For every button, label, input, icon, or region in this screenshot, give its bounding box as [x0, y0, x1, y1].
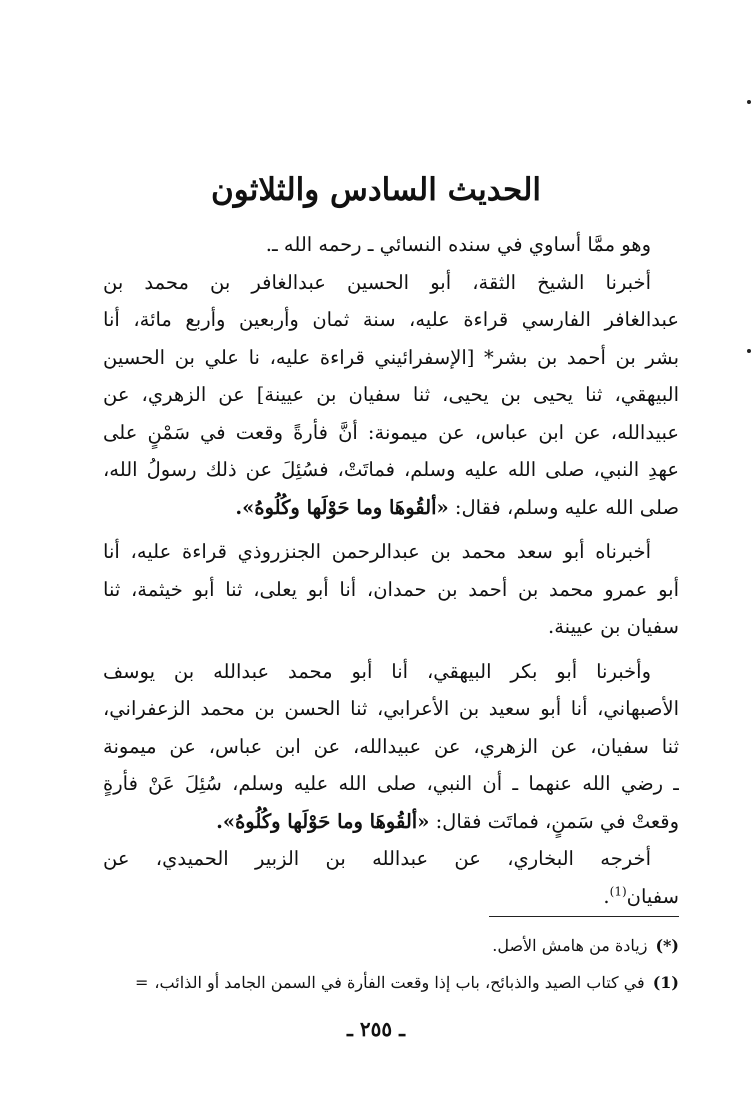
text-line: عبدالغافر الفارسي قراءة عليه، سنة ثمان وأربعين وأربع مائة، أنا	[103, 308, 679, 331]
text-segment: صلى الله عليه وسلم، فقال:	[454, 495, 679, 519]
text-segment: سفيان	[626, 884, 679, 908]
text-line	[103, 878, 679, 916]
text-line: وهو ممَّا أساوي في سنده النسائي ـ رحمه الله ـ.	[265, 233, 651, 256]
chapter-title: الحديث السادس والثلاثون	[210, 172, 542, 208]
text-line	[103, 489, 679, 527]
paragraph	[103, 840, 679, 915]
page-number: ـ ٢٥٥ ـ	[347, 1017, 405, 1041]
paragraph	[103, 533, 679, 646]
paragraph	[103, 264, 679, 527]
hadith-quote: «ألقُوهَا وما حَوْلَها وكُلُوهُ».	[235, 495, 449, 519]
hadith-quote: «ألقُوهَا وما حَوْلَها وكُلُوهُ».	[216, 809, 430, 833]
footnote-text: في كتاب الصيد والذبائح، باب إذا وقعت الفأرة في السمن الجامد أو الذائب،	[154, 973, 645, 992]
footnote-text: زيادة من هامش الأصل.	[492, 936, 648, 955]
footnote	[103, 964, 679, 1001]
paragraph	[103, 653, 679, 841]
text-line: أخبرناه أبو سعد محمد بن عبدالرحمن الجنزروذي قراءة عليه، أنا	[103, 540, 651, 563]
text-line: ـ رضي الله عنهما ـ أن النبي، صلى الله عليه وسلم، سُئِلَ عَنْ فأرةٍ	[103, 772, 679, 795]
text-line: عبيدالله، عن ابن عباس، عن ميمونة: أنَّ فأرةً وقعت في سَمْنٍ على	[103, 420, 679, 444]
paragraph-gap	[103, 526, 679, 533]
main-text	[103, 226, 679, 915]
text-line: عهدِ النبي، صلى الله عليه وسلم، فماتَتْ، فسُئِلَ عن ذلك رسولُ الله،	[103, 458, 679, 481]
paragraph-gap	[103, 646, 679, 653]
text-line	[103, 803, 679, 841]
text-line: البيهقي، ثنا يحيى بن يحيى، ثنا سفيان بن عيينة] عن الزهري، عن	[103, 383, 679, 406]
text-segment: .	[603, 884, 610, 908]
footnote-continuation-mark: =	[134, 973, 149, 992]
text-line: سفيان بن عيينة.	[548, 615, 679, 638]
footnote	[103, 927, 679, 964]
text-line: أبو عمرو محمد بن أحمد بن حمدان، أنا أبو يعلى، ثنا أبو خيثمة، ثنا	[103, 577, 679, 601]
footnote-marker: (*)	[655, 936, 679, 955]
footnote-separator	[489, 916, 679, 917]
scan-speck	[747, 349, 751, 353]
paragraph	[103, 226, 679, 264]
text-line: وأخبرنا أبو بكر البيهقي، أنا أبو محمد عبدالله بن يوسف	[103, 659, 651, 683]
footnotes	[103, 927, 679, 1001]
text-segment: وقعتْ في سَمنٍ، فماتَت فقال:	[435, 809, 679, 833]
text-line: الأصبهاني، أنا أبو سعيد بن الأعرابي، ثنا الحسن بن محمد الزعفراني،	[103, 697, 679, 720]
text-line: بشر بن أحمد بن بشر* [الإسفرائيني قراءة عليه، نا علي بن الحسين	[103, 345, 679, 369]
text-line: أخبرنا الشيخ الثقة، أبو الحسين عبدالغافر بن محمد بن	[103, 270, 651, 294]
text-line: ثنا سفيان، عن الزهري، عن عبيدالله، عن ابن عباس، عن ميمونة	[103, 734, 679, 758]
footnote-reference[interactable]: (1)	[609, 884, 627, 898]
footnote-marker: (1)	[652, 973, 679, 992]
scan-speck	[747, 100, 751, 104]
text-line: أخرجه البخاري، عن عبدالله بن الزبير الحميدي، عن	[103, 847, 651, 870]
